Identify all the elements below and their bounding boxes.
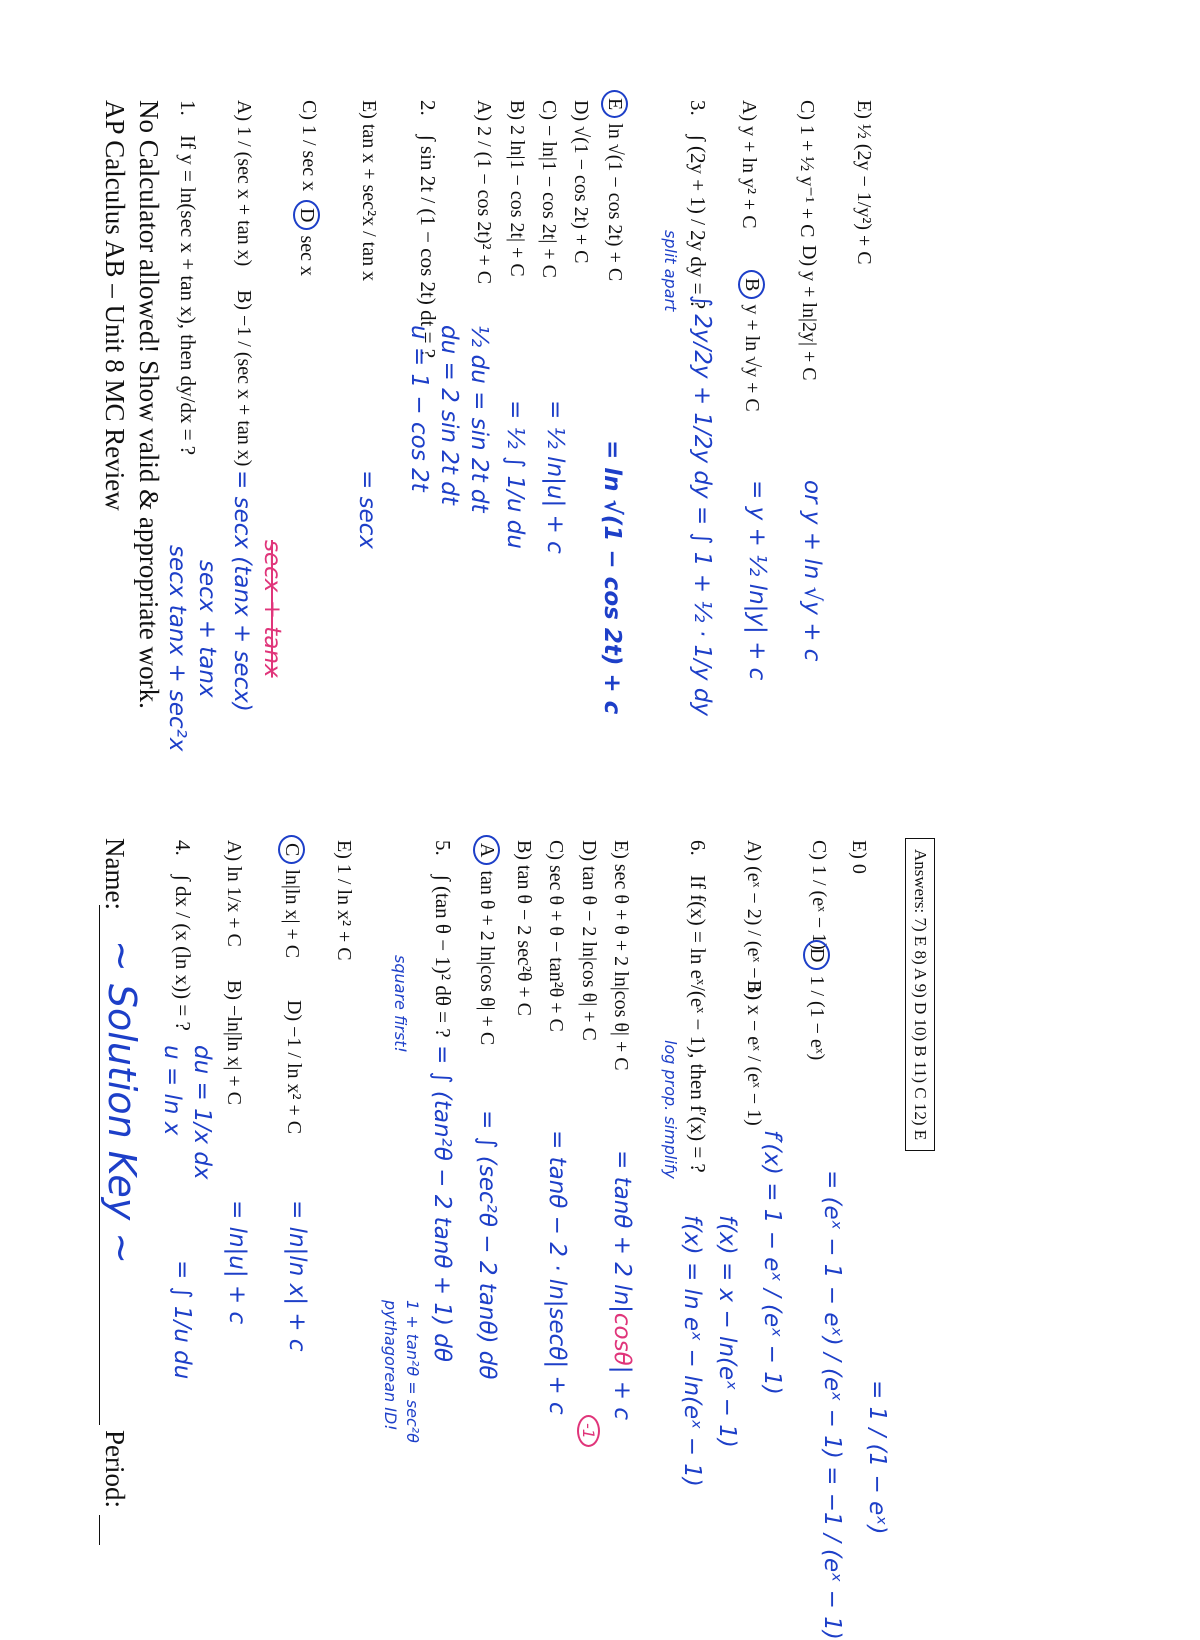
q2-option-a: A) 2 / (1 − cos 2t)² + C: [473, 100, 495, 285]
q6-answer-circle: D: [803, 940, 830, 970]
period-label: Period:: [100, 1430, 130, 1508]
q4-sub-du: du = 1/x dx: [189, 1045, 215, 1180]
answers-box: Answers: 7) E 8) A 9) D 10) B 11) C 12) E: [905, 838, 935, 1151]
q6-work-step5: = 1 / (1 − eˣ): [864, 1380, 890, 1535]
q4-sub-u: u = ln x: [159, 1045, 185, 1136]
q5-number: 5.: [431, 840, 455, 856]
q3-note: split apart: [661, 230, 680, 312]
q1-work-result: = secx: [354, 470, 380, 549]
q5-option-b: B) tan θ − 2 sec²θ + C: [513, 840, 535, 1017]
q6-option-c: C) 1 / (eˣ − 1): [808, 840, 830, 950]
q5-negative-one-circle: -1: [577, 1415, 600, 1447]
q3-work-step3: or y + ln √y + c: [799, 480, 825, 662]
q4-option-c-text: ln|ln x| + C: [281, 869, 303, 959]
q1-number: 1.: [176, 100, 200, 116]
q1-option-b: B) −1 / (sec x + tan x): [233, 290, 255, 467]
q1-work-factor-denominator: secx + tanx: [259, 540, 285, 678]
q4-option-e: E) 1 / ln x² + C: [333, 840, 355, 961]
q5-work-step4-a: = tanθ + 2 ln|: [609, 1150, 635, 1313]
q1-option-a: A) 1 / (sec x + tan x): [233, 100, 255, 267]
q5-stem: ∫ (tan θ − 1)² dθ = ?: [431, 875, 455, 1038]
q1-work-factor-numerator: = secx (tanx + secx): [229, 470, 255, 712]
solution-key-heading: ~ Solution Key ~: [100, 940, 144, 1265]
q5-negative-one-note: [577, 1415, 600, 1447]
q3-stem: ∫ (2y + 1) / 2y dy = ?: [686, 135, 710, 310]
q2-sub-du: du = 2 sin 2t dt: [436, 325, 462, 505]
q2-number: 2.: [416, 100, 440, 116]
q4-option-d: D) −1 / ln x² + C: [283, 1000, 305, 1135]
q5-answer-circle: A: [473, 835, 500, 865]
q6-work-step3: f′(x) = 1 − eˣ / (eˣ − 1): [759, 1130, 785, 1395]
q4-option-b: B) −ln|ln x| + C: [223, 980, 245, 1106]
q5-work-step1: = ∫ (tan²θ − 2 tanθ + 1) dθ: [429, 1045, 455, 1362]
q5-note-identity: 1 + tan²θ = sec²θ: [403, 1300, 422, 1443]
q1-option-d-text: sec x: [296, 235, 318, 276]
q2-work-step2: = ½ ln|u| + c: [542, 400, 568, 554]
q5-option-e: E) sec θ + θ + 2 ln|cos θ| + C: [610, 840, 632, 1071]
q6-work-step1: f(x) = ln eˣ − ln(eˣ − 1): [679, 1215, 705, 1487]
q1-option-d: [293, 200, 320, 276]
q4-work-step1: = ∫ 1/u du: [169, 1260, 195, 1380]
q4-option-a: A) ln 1/x + C: [223, 840, 245, 947]
name-label: Name:: [100, 838, 130, 910]
q4-work-step3: = ln|ln x| + c: [284, 1200, 310, 1352]
worksheet-subtitle: No Calculator allowed! Show valid & appropriate work.: [134, 100, 164, 709]
q2-option-e-text: ln √(1 − cos 2t) + C: [604, 123, 626, 282]
q3-work-step1: ∫ 2y/2y + 1/2y dy = ∫ 1 + ½ · 1/y dy: [689, 295, 715, 717]
q6-option-e: E) 0: [848, 840, 870, 874]
q3-option-c: C) 1 + ½ y⁻¹ + C: [796, 100, 818, 238]
period-underline: [99, 1515, 100, 1545]
q1-answer-circle: D: [293, 200, 320, 230]
q2-option-b: B) 2 ln|1 − cos 2t| + C: [506, 100, 528, 277]
q4-number: 4.: [171, 840, 195, 856]
q4-answer-circle: C: [278, 835, 305, 864]
q6-stem: If f(x) = ln eˣ/(eˣ − 1), then f′(x) = ?: [686, 875, 710, 1173]
q5-note-pythagorean: pythagorean ID!: [381, 1300, 400, 1431]
q3-option-b-text: y + ln √y + C: [741, 304, 763, 412]
q5-note-square-first: square first!: [391, 955, 410, 1053]
q6-note: log prop. simplify: [661, 1040, 680, 1179]
q1-work-denominator: secx + tanx: [194, 560, 220, 698]
q1-stem: If y = ln(sec x + tan x), then dy/dx = ?: [176, 135, 200, 456]
q6-number: 6.: [686, 840, 710, 856]
q2-option-d: D) √(1 − cos 2t) + C: [570, 100, 592, 264]
q1-option-c: C) 1 / sec x: [298, 100, 320, 192]
q2-answer-circle: E: [601, 90, 628, 118]
q5-work-step4: [609, 1150, 635, 1420]
q3-answer-circle: B: [738, 270, 765, 299]
q4-stem: ∫ dx / (x (ln x)) = ?: [171, 875, 195, 1031]
q4-option-c: [278, 835, 305, 958]
worksheet-title: AP Calculus AB – Unit 8 MC Review: [100, 100, 130, 511]
q4-work-step2: = ln|u| + c: [224, 1200, 250, 1325]
q2-sub-u: u = 1 − cos 2t: [406, 325, 432, 492]
q2-stem: ∫ sin 2t / (1 − cos 2t) dt = ?: [416, 135, 440, 359]
q2-option-c: C) − ln|1 − cos 2t| + C: [538, 100, 560, 278]
q5-work-step4-c: | + c: [609, 1365, 635, 1420]
q5-option-a: [473, 835, 500, 1045]
q6-work-step4: = (eˣ − 1 − eˣ) / (eˣ − 1) = −1 / (eˣ − 1): [819, 1170, 845, 1640]
q2-work-step1: = ½ ∫ 1/u du: [502, 400, 528, 549]
q1-work-numerator: secx tanx + sec²x: [164, 545, 190, 752]
q6-option-a: A) (eˣ − 2) / (eˣ − 1): [743, 840, 765, 1001]
q5-option-d: D) tan θ − 2 ln|cos θ| + C: [578, 840, 600, 1041]
q1-option-e: E) tan x + sec²x / tan x: [358, 100, 380, 282]
q6-option-d: [803, 940, 830, 1060]
q3-work-step2: = y + ½ ln|y| + c: [744, 480, 770, 681]
q3-option-a: A) y + ln y² + C: [738, 100, 760, 229]
q6-work-step2: f(x) = x − ln(eˣ − 1): [714, 1215, 740, 1448]
q3-option-e: E) ½ (2y − 1/y²) + C: [853, 100, 875, 265]
q5-option-a-text: tan θ + 2 ln|cos θ| + C: [476, 870, 498, 1046]
q6-option-b: B) x − eˣ / (eˣ − 1): [743, 980, 765, 1126]
q3-number: 3.: [686, 100, 710, 116]
q6-option-d-text: 1 / (1 − eˣ): [806, 975, 828, 1061]
q5-work-step4-cos: cosθ: [609, 1312, 635, 1366]
q5-work-step3: = tanθ − 2 · ln|secθ| + c: [544, 1130, 570, 1415]
q2-option-e: [601, 90, 628, 281]
q5-work-step2: = ∫ (sec²θ − 2 tanθ) dθ: [474, 1110, 500, 1380]
q3-option-d: D) y + ln|2y| + C: [798, 245, 820, 381]
q2-sub-half-du: ½ du = sin 2t dt: [466, 325, 492, 513]
q5-option-c: C) sec θ + θ − tan²θ + C: [545, 840, 567, 1032]
q3-option-b: [738, 270, 765, 412]
q2-work-step3: = ln √(1 − cos 2t) + c: [599, 440, 625, 715]
